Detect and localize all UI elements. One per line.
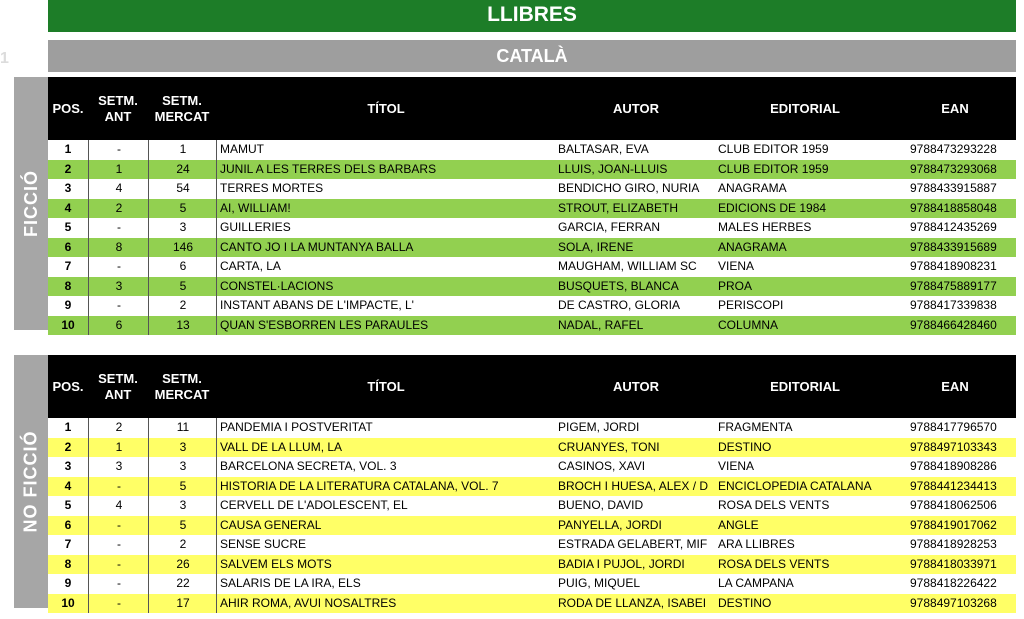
- cell-ant: 3: [88, 277, 149, 297]
- cell-mercat: 22: [148, 574, 217, 594]
- cell-editorial: VIENA: [718, 259, 755, 273]
- table-row: [48, 257, 1016, 277]
- cell-editorial: DESTINO: [718, 595, 772, 610]
- cell-ant: -: [88, 140, 149, 160]
- table-row: [48, 555, 1016, 575]
- cell-editorial: MALES HERBES: [718, 220, 812, 234]
- header-pos: POS.: [52, 100, 84, 116]
- cell-editorial: ROSA DELS VENTS: [718, 498, 830, 512]
- table-row: [48, 496, 1016, 516]
- cell-titol: VALL DE LA LLUM, LA: [216, 438, 557, 458]
- cell-autor: PUIG, MIQUEL: [558, 576, 641, 590]
- cell-editorial: ANAGRAMA: [718, 239, 787, 254]
- cell-editorial: COLUMNA: [718, 317, 779, 332]
- table-row: [48, 594, 1016, 614]
- cell-ean: 9788418928253: [910, 537, 997, 551]
- cell-titol: CARTA, LA: [216, 257, 557, 277]
- cell-pos: 5: [64, 498, 72, 512]
- cell-titol: HISTORIA DE LA LITERATURA CATALANA, VOL. 7: [216, 477, 557, 497]
- cell-autor: BROCH I HUESA, ALEX / D: [558, 478, 709, 493]
- header-editorial: EDITORIAL: [770, 378, 840, 394]
- header-autor: AUTOR: [613, 100, 659, 116]
- cell-ean: 9788417339838: [910, 298, 997, 312]
- cell-titol: BARCELONA SECRETA, VOL. 3: [216, 457, 557, 477]
- header-autor: AUTOR: [613, 378, 659, 394]
- cell-autor: BALTASAR, EVA: [558, 142, 649, 156]
- ficcio-table: [48, 77, 1016, 335]
- cell-ant: 1: [88, 438, 149, 458]
- table-row: [48, 516, 1016, 536]
- cell-titol: AI, WILLIAM!: [216, 199, 557, 219]
- cell-autor: DE CASTRO, GLORIA: [558, 298, 681, 312]
- cell-pos: 4: [64, 478, 72, 493]
- cell-editorial: ARA LLIBRES: [718, 537, 795, 551]
- cell-autor: ESTRADA GELABERT, MIF: [558, 537, 708, 551]
- main-title-banner: LLIBRES: [48, 0, 1016, 32]
- cell-autor: BENDICHO GIRO, NURIA: [558, 181, 700, 195]
- cell-pos: 2: [64, 439, 72, 454]
- header-setm-ant: SETM. ANT: [98, 92, 138, 124]
- table-row: [48, 160, 1016, 180]
- cell-mercat: 11: [148, 418, 217, 438]
- cell-autor: MAUGHAM, WILLIAM SC: [558, 259, 697, 273]
- cell-pos: 9: [64, 298, 72, 312]
- cell-editorial: ROSA DELS VENTS: [718, 556, 830, 571]
- cell-pos: 6: [64, 517, 72, 532]
- cell-autor: CRUANYES, TONI: [558, 439, 660, 454]
- cell-titol: PANDEMIA I POSTVERITAT: [216, 418, 557, 438]
- table-row: [48, 535, 1016, 555]
- header-ean: EAN: [941, 100, 969, 116]
- no-ficcio-side-label: NO FICCIÓ: [20, 430, 41, 533]
- cell-titol: GUILLERIES: [216, 218, 557, 238]
- table-row: [48, 238, 1016, 258]
- cell-ant: -: [88, 477, 149, 497]
- cell-autor: LLUIS, JOAN-LLUIS: [558, 161, 668, 176]
- cell-ean: 9788418062506: [910, 498, 997, 512]
- cell-pos: 10: [61, 317, 75, 332]
- table-row: [48, 296, 1016, 316]
- cell-ean: 9788473293068: [910, 161, 997, 176]
- cell-mercat: 5: [148, 516, 217, 536]
- cell-titol: CAUSA GENERAL: [216, 516, 557, 536]
- table-row: [48, 418, 1016, 438]
- cell-mercat: 1: [148, 140, 217, 160]
- cell-titol: INSTANT ABANS DE L'IMPACTE, L': [216, 296, 557, 316]
- cell-titol: QUAN S'ESBORREN LES PARAULES: [216, 316, 557, 336]
- header-setm-ant: SETM. ANT: [98, 370, 138, 402]
- cell-pos: 10: [61, 595, 75, 610]
- cell-ant: 2: [88, 418, 149, 438]
- cell-mercat: 24: [148, 160, 217, 180]
- table-row: [48, 574, 1016, 594]
- cell-autor: STROUT, ELIZABETH: [558, 200, 679, 215]
- cell-titol: TERRES MORTES: [216, 179, 557, 199]
- cell-mercat: 2: [148, 535, 217, 555]
- cell-ant: -: [88, 296, 149, 316]
- cell-titol: SENSE SUCRE: [216, 535, 557, 555]
- cell-pos: 3: [64, 181, 72, 195]
- cell-autor: NADAL, RAFEL: [558, 317, 644, 332]
- cell-mercat: 3: [148, 457, 217, 477]
- header-setm-mercat: SETM. MERCAT: [154, 370, 210, 402]
- language-banner: CATALÀ: [48, 40, 1016, 72]
- cell-ean: 9788418858048: [910, 200, 997, 215]
- cell-pos: 1: [64, 420, 72, 434]
- cell-ean: 9788433915689: [910, 239, 997, 254]
- ficcio-section: [14, 77, 1016, 330]
- cell-titol: SALVEM ELS MOTS: [216, 555, 557, 575]
- cell-ean: 9788418033971: [910, 556, 997, 571]
- cell-pos: 1: [64, 142, 72, 156]
- cell-pos: 8: [64, 556, 72, 571]
- cell-ean: 9788418908286: [910, 459, 997, 473]
- cell-pos: 4: [64, 200, 72, 215]
- ficcio-side-label: FICCIÓ: [20, 170, 41, 237]
- cell-editorial: CLUB EDITOR 1959: [718, 161, 829, 176]
- cell-mercat: 3: [148, 218, 217, 238]
- table-row: [48, 199, 1016, 219]
- cell-editorial: PROA: [718, 278, 753, 293]
- cell-ant: 2: [88, 199, 149, 219]
- cell-ean: 9788417796570: [910, 420, 997, 434]
- cell-editorial: FRAGMENTA: [718, 420, 793, 434]
- header-titol: TÍTOL: [367, 100, 405, 116]
- cell-pos: 3: [64, 459, 72, 473]
- cell-mercat: 3: [148, 496, 217, 516]
- cell-autor: PANYELLA, JORDI: [558, 517, 662, 532]
- cell-mercat: 5: [148, 199, 217, 219]
- cell-editorial: VIENA: [718, 459, 755, 473]
- cell-editorial: LA CAMPANA: [718, 576, 794, 590]
- cell-editorial: CLUB EDITOR 1959: [718, 142, 829, 156]
- cell-editorial: ANAGRAMA: [718, 181, 787, 195]
- cell-titol: CONSTEL·LACIONS: [216, 277, 557, 297]
- cell-editorial: ANGLE: [718, 517, 759, 532]
- cell-autor: RODA DE LLANZA, ISABEI: [558, 595, 707, 610]
- cell-autor: BUSQUETS, BLANCA: [558, 278, 679, 293]
- header-editorial: EDITORIAL: [770, 100, 840, 116]
- cell-pos: 5: [64, 220, 72, 234]
- no-ficcio-section: [14, 355, 1016, 608]
- cell-editorial: DESTINO: [718, 439, 772, 454]
- cell-mercat: 3: [148, 438, 217, 458]
- cell-autor: BUENO, DAVID: [558, 498, 644, 512]
- cell-mercat: 2: [148, 296, 217, 316]
- no-ficcio-table: [48, 355, 1016, 613]
- cell-pos: 6: [64, 239, 72, 254]
- table-row: [48, 438, 1016, 458]
- cell-mercat: 26: [148, 555, 217, 575]
- table-header: [48, 355, 1016, 418]
- cell-mercat: 146: [148, 238, 217, 258]
- header-ean: EAN: [941, 378, 969, 394]
- table-header: [48, 77, 1016, 140]
- cell-editorial: ENCICLOPEDIA CATALANA: [718, 478, 872, 493]
- cell-ant: 1: [88, 160, 149, 180]
- cell-autor: BADIA I PUJOL, JORDI: [558, 556, 685, 571]
- cell-ant: -: [88, 574, 149, 594]
- header-pos: POS.: [52, 378, 84, 394]
- table-row: [48, 316, 1016, 336]
- cell-ean: 9788419017062: [910, 517, 997, 532]
- cell-ant: 4: [88, 179, 149, 199]
- cell-mercat: 5: [148, 277, 217, 297]
- table-row: [48, 457, 1016, 477]
- cell-ean: 9788497103343: [910, 439, 997, 454]
- cell-ean: 9788466428460: [910, 317, 997, 332]
- cell-ean: 9788497103268: [910, 595, 997, 610]
- table-row: [48, 477, 1016, 497]
- cell-pos: 9: [64, 576, 72, 590]
- cell-mercat: 13: [148, 316, 217, 336]
- cell-mercat: 17: [148, 594, 217, 614]
- cell-mercat: 6: [148, 257, 217, 277]
- cell-titol: CERVELL DE L'ADOLESCENT, EL: [216, 496, 557, 516]
- cell-ant: -: [88, 218, 149, 238]
- cell-ant: -: [88, 257, 149, 277]
- cell-ean: 9788433915887: [910, 181, 997, 195]
- cell-autor: SOLA, IRENE: [558, 239, 634, 254]
- cell-titol: MAMUT: [216, 140, 557, 160]
- cell-mercat: 54: [148, 179, 217, 199]
- cell-ant: 8: [88, 238, 149, 258]
- cell-pos: 7: [64, 537, 72, 551]
- page-number: 1: [0, 50, 9, 67]
- header-titol: TÍTOL: [367, 378, 405, 394]
- table-row: [48, 179, 1016, 199]
- cell-pos: 2: [64, 161, 72, 176]
- cell-titol: CANTO JO I LA MUNTANYA BALLA: [216, 238, 557, 258]
- cell-pos: 7: [64, 259, 72, 273]
- cell-ant: -: [88, 594, 149, 614]
- cell-autor: CASINOS, XAVI: [558, 459, 646, 473]
- table-row: [48, 218, 1016, 238]
- cell-editorial: EDICIONS DE 1984: [718, 200, 827, 215]
- cell-ean: 9788412435269: [910, 220, 997, 234]
- cell-ant: 3: [88, 457, 149, 477]
- cell-ean: 9788475889177: [910, 278, 997, 293]
- cell-mercat: 5: [148, 477, 217, 497]
- cell-ant: 6: [88, 316, 149, 336]
- cell-titol: SALARIS DE LA IRA, ELS: [216, 574, 557, 594]
- cell-ean: 9788418908231: [910, 259, 997, 273]
- cell-ant: -: [88, 535, 149, 555]
- cell-ean: 9788418226422: [910, 576, 997, 590]
- cell-ant: 4: [88, 496, 149, 516]
- header-setm-mercat: SETM. MERCAT: [154, 92, 210, 124]
- table-row: [48, 277, 1016, 297]
- cell-titol: JUNIL A LES TERRES DELS BARBARS: [216, 160, 557, 180]
- cell-titol: AHIR ROMA, AVUI NOSALTRES: [216, 594, 557, 614]
- cell-autor: GARCIA, FERRAN: [558, 220, 661, 234]
- cell-ant: -: [88, 555, 149, 575]
- cell-autor: PIGEM, JORDI: [558, 420, 640, 434]
- cell-ean: 9788441234413: [910, 478, 997, 493]
- cell-editorial: PERISCOPI: [718, 298, 784, 312]
- cell-ean: 9788473293228: [910, 142, 997, 156]
- table-row: [48, 140, 1016, 160]
- cell-ant: -: [88, 516, 149, 536]
- cell-pos: 8: [64, 278, 72, 293]
